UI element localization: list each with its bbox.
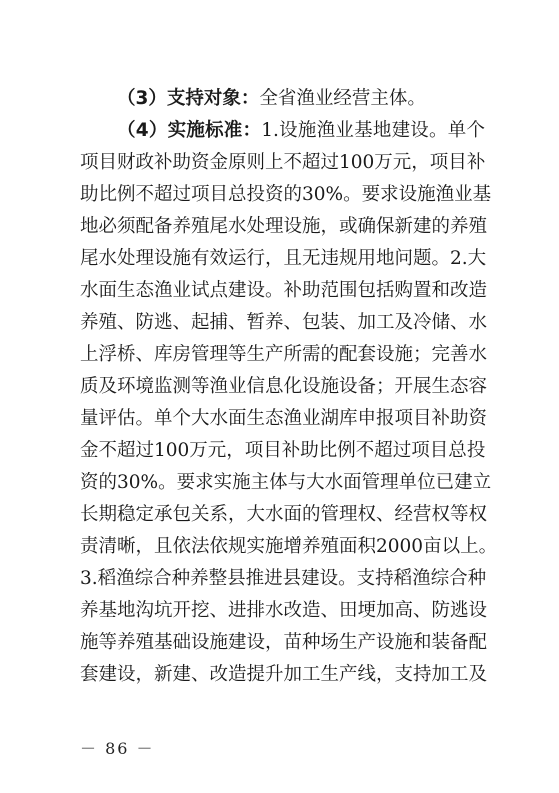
text-line: 养殖、防逃、起捕、暂养、包装、加工及冷储、水 [80,312,488,333]
standard-label: （4）实施标准： [117,120,262,141]
text-line: 质及环境监测等渔业信息化设施设备；开展生态容 [80,376,488,397]
text-line: 责清晰，且依法依规实施增养殖面积2000亩以上。 [80,536,498,557]
text-line: 助比例不超过项目总投资的30%。要求设施渔业基 [80,184,492,205]
text-line: 上浮桥、库房管理等生产所需的配套设施；完善水 [80,344,488,365]
text-line: 地必须配备养殖尾水处理设施，或确保新建的养殖 [80,216,488,237]
text-line: 金不超过100万元，项目补助比例不超过项目总投 [80,440,486,461]
paragraph-support-target [117,86,485,112]
standard-first-line-text: 1.设施渔业基地建设。单个 [261,120,486,141]
text-line: 项目财政补助资金原则上不超过100万元，项目补 [80,152,486,173]
text-line: 套建设，新建、改造提升加工生产线，支持加工及 [80,664,488,685]
text-line: 3.稻渔综合种养整县推进县建设。支持稻渔综合种 [80,568,487,589]
support-target-text: 全省渔业经营主体。 [259,88,426,109]
paragraph-standard-first-line [117,118,485,144]
text-line: 资的30%。要求实施主体与大水面管理单位已建立 [80,472,492,493]
support-target-label: （3）支持对象： [117,88,260,109]
page-number: － 86 － [80,739,155,758]
text-line: 量评估。单个大水面生态渔业湖库申报项目补助资 [80,408,488,429]
text-line: 施等养殖基础设施建设，苗种场生产设施和装备配 [80,632,488,653]
text-line: 长期稳定承包关系，大水面的管理权、经营权等权 [80,504,488,525]
text-line: 水面生态渔业试点建设。补助范围包括购置和改造 [80,280,488,301]
text-line: 养基地沟坑开挖、进排水改造、田埂加高、防逃设 [80,600,488,621]
text-line: 尾水处理设施有效运行，且无违规用地问题。2.大 [80,248,487,269]
